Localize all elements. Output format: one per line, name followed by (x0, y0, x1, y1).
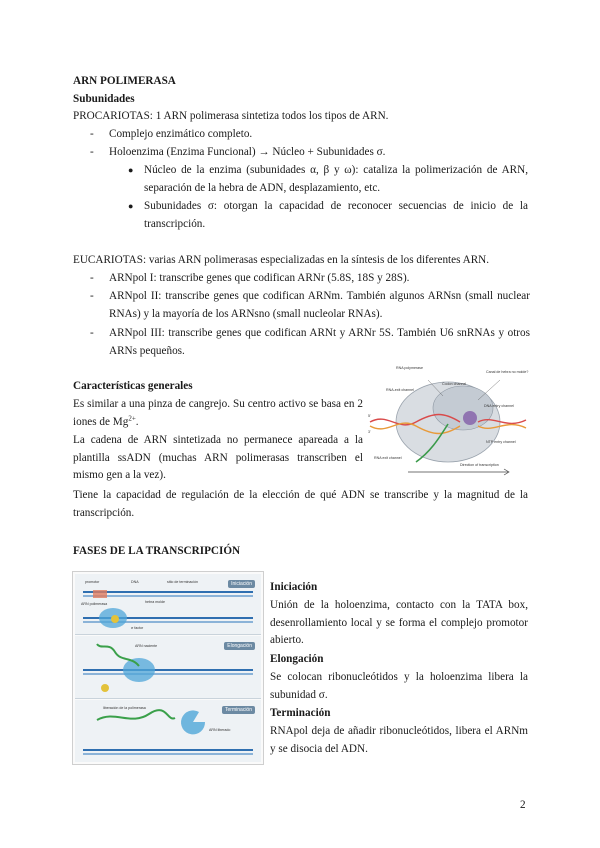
eukaryote-item (90, 325, 530, 360)
prokaryote-item (90, 144, 530, 162)
elongation-panel (75, 636, 261, 699)
rna-polymerase-diagram (368, 360, 528, 478)
panel-tag: Iniciación (228, 580, 255, 588)
prokaryote-item-text: Complejo enzimático completo. (109, 128, 253, 140)
page-title: ARN POLIMERASA (73, 75, 176, 87)
dash-marker: - (90, 290, 94, 302)
eukaryote-item (90, 288, 530, 323)
rna-polymerase-figure (368, 360, 528, 478)
panel-tag: Elongación (224, 642, 255, 650)
bullet-marker: ● (128, 165, 134, 175)
fig2-label: σ factor (131, 626, 144, 630)
fig1-label: RNA polymerase (396, 366, 423, 370)
general-paragraph-1 (73, 396, 363, 431)
dash-marker: - (90, 272, 94, 284)
mg-charge: 2+ (128, 413, 136, 422)
fig1-label: Codon channel (442, 382, 467, 386)
prokaryote-bullet-text: Núcleo de la enzima (subunidades α, β y ω): cataliza la polimerización de ARN, separación de la hebra de ADN, desplazamiento, etc. (144, 164, 528, 194)
fig2-label: ARN polimerasa (81, 602, 108, 606)
fig1-label: 5' (368, 414, 371, 418)
prokaryotes-intro: PROCARIOTAS: 1 ARN polimerasa sintetiza todos los tipos de ARN. (73, 110, 389, 122)
prokaryote-item-text: Holoenzima (Enzima Funcional) → Núcleo + Subunidades σ. (109, 146, 386, 158)
dash-marker: - (90, 128, 94, 140)
prokaryote-bullet-text: Subunidades σ: otorgan la capacidad de reconocer secuencias de inicio de la transcripción. (144, 200, 528, 230)
fig2-label: ARN liberado (209, 728, 231, 732)
fig1-label: DNA entry channel (484, 404, 514, 408)
eukaryotes-intro: EUCARIOTAS: varias ARN polimerasas especializadas en la síntesis de los diferentes ARN. (73, 254, 490, 266)
eukaryote-item-text: ARNpol II: transcribe genes que codifican ARNm. También algunos ARNsn (small nuclear RNAs) y la mayoría de los ARNsno (small nucleolar RNAs). (109, 290, 530, 320)
transcription-phases-figure (72, 571, 264, 765)
fig1-label: RNA exit channel (374, 456, 402, 460)
general-p1-text: Es similar a una pinza de cangrejo. Su centro activo se basa en 2 iones de Mg (73, 398, 363, 428)
page-number: 2 (520, 799, 526, 811)
initiation-title: Iniciación (270, 581, 318, 593)
termination-text: RNApol deja de añadir ribonucleótidos, libera el ARNm y se disocia del ADN. (270, 725, 528, 755)
initiation-text: Unión de la holoenzima, contacto con la TATA box, desenrollamiento local y se forma el complejo promotor abierto. (270, 599, 528, 647)
general-paragraph-3: Tiene la capacidad de regulación de la elección de qué ADN se transcribe y la magnitud de la transcripción. (73, 489, 528, 519)
fig2-label: DNA (131, 580, 139, 584)
fig1-label: Canal de hebra no molde? (486, 370, 529, 374)
fig2-label: liberación de la polimerasa (103, 706, 146, 710)
fig1-label: NTP entry channel (486, 440, 516, 444)
eukaryote-item-text: ARNpol III: transcribe genes que codifican ARNt y ARNr 5S. También U6 snRNAs y otros ARNs pequeños. (109, 327, 530, 357)
fig1-label: 3' (368, 430, 371, 434)
termination-title: Terminación (270, 707, 331, 719)
initiation-panel (75, 574, 261, 635)
dash-marker: - (90, 327, 94, 339)
fig2-label: sitio de terminación (167, 580, 198, 584)
dash-marker: - (90, 146, 94, 158)
fig2-label: promotor (85, 580, 100, 584)
elongation-title: Elongación (270, 653, 324, 665)
subunits-heading: Subunidades (73, 93, 135, 105)
eukaryote-item (90, 270, 530, 288)
prokaryote-bullet (128, 162, 528, 197)
fig2-label: hebra molde (145, 600, 165, 604)
fig1-label: RNA-exit channel (386, 388, 414, 392)
elongation-text: Se colocan ribonucleótidos y la holoenzima libera la subunidad σ. (270, 671, 528, 701)
prokaryote-bullet (128, 198, 528, 233)
fig2-label: ARN naciente (135, 644, 158, 648)
termination-panel (75, 700, 261, 762)
bullet-marker: ● (128, 201, 134, 211)
general-paragraph-2: La cadena de ARN sintetizada no permanece apareada a la plantilla ssADN (muchas ARN polimerasas transcriben el mismo gen a la vez). (73, 434, 363, 482)
eukaryote-item-text: ARNpol I: transcribe genes que codifican ARNr (5.8S, 18S y 28S). (109, 272, 410, 284)
prokaryote-item (90, 126, 530, 144)
panel-tag: Terminación (222, 706, 255, 714)
phases-heading: FASES DE LA TRANSCRIPCIÓN (73, 545, 241, 557)
general-heading: Características generales (73, 380, 193, 392)
fig1-label: Direction of transcription (460, 463, 499, 467)
general-p1-end: . (135, 415, 139, 428)
